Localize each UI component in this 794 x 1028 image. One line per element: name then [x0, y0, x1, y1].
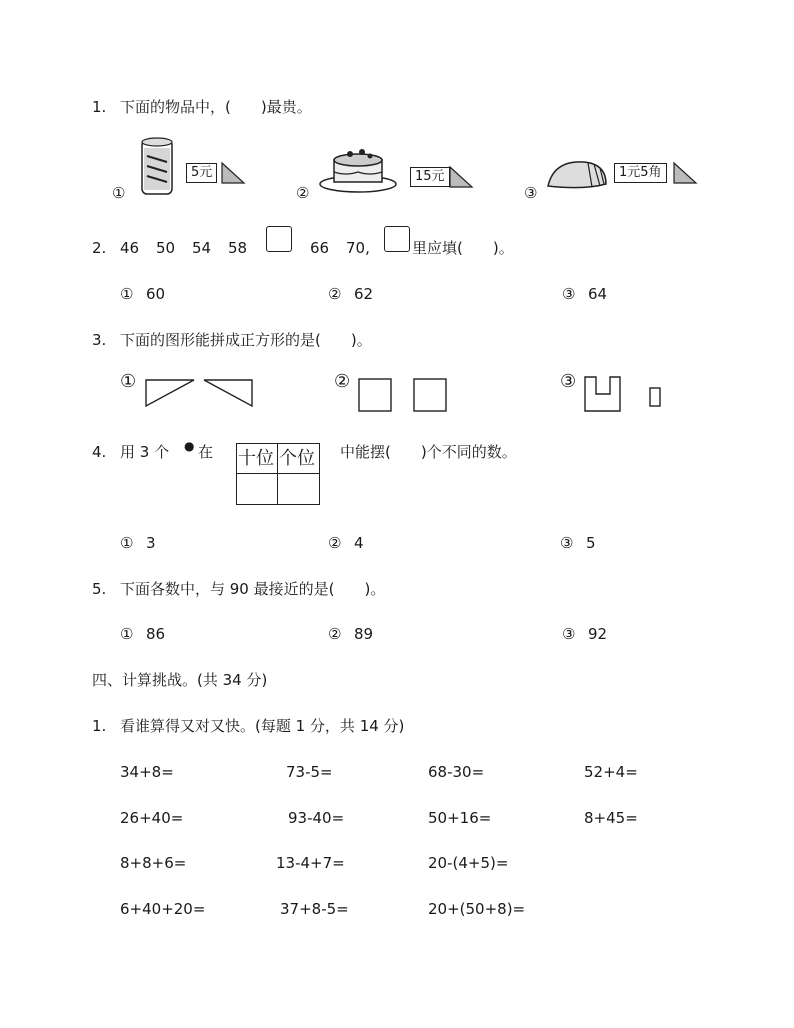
- q1-stem: 下面的物品中，( )最贵。: [120, 98, 312, 116]
- q2-seq-4: 58: [228, 239, 248, 257]
- q5-option-3-marker[interactable]: ③: [562, 625, 576, 643]
- q2-seq-5: 66: [310, 239, 330, 257]
- q3-number: 3.: [92, 331, 107, 349]
- q4-post: 中能摆( )个不同的数。: [340, 443, 517, 461]
- q1-price-tag-2: 15元: [410, 167, 450, 187]
- cake-icon: [318, 146, 400, 194]
- q4-mid: 在: [198, 443, 214, 461]
- calc-3-1[interactable]: 8+8+6=: [120, 854, 187, 872]
- q2-option-3-marker[interactable]: ③: [562, 285, 576, 303]
- q1-price-tag-1: 5元: [186, 163, 217, 183]
- calc-2-3[interactable]: 50+16=: [428, 809, 492, 827]
- q4-option-2-marker[interactable]: ②: [328, 534, 342, 552]
- s4-q1-number: 1.: [92, 717, 107, 735]
- q2-tail: 里应填( )。: [412, 239, 514, 257]
- q5-option-3-value: 92: [588, 625, 608, 643]
- q5-number: 5.: [92, 580, 107, 598]
- q2-option-2-value: 62: [354, 285, 374, 303]
- q1-price-tag-3: 1元5角: [614, 163, 667, 183]
- q4-option-3-marker[interactable]: ③: [560, 534, 574, 552]
- calc-4-3[interactable]: 20+(50+8)=: [428, 900, 526, 918]
- q1-option-3-marker[interactable]: ③: [524, 184, 538, 202]
- calc-1-3[interactable]: 68-30=: [428, 763, 485, 781]
- q2-blank-box[interactable]: [266, 226, 292, 252]
- grid-header-tens: 十位: [238, 448, 274, 469]
- q2-option-1-value: 60: [146, 285, 166, 303]
- q1-option-2-marker[interactable]: ②: [296, 184, 310, 202]
- q2-seq-6: 70,: [346, 239, 370, 257]
- price-tag-tail-icon: [674, 163, 696, 183]
- q5-stem: 下面各数中，与 90 最接近的是( )。: [120, 580, 386, 598]
- grid-header-ones: 个位: [279, 448, 315, 469]
- q2-seq-3: 54: [192, 239, 212, 257]
- q3-shape-triangles: [144, 378, 254, 410]
- bread-icon: [544, 156, 610, 192]
- q4-option-3-value: 5: [586, 534, 596, 552]
- q2-option-1-marker[interactable]: ①: [120, 285, 134, 303]
- q1-option-1-marker[interactable]: ①: [112, 184, 126, 202]
- q4-option-1-marker[interactable]: ①: [120, 534, 134, 552]
- q2-blank-box-ref: [384, 226, 410, 252]
- calc-2-2[interactable]: 93-40=: [288, 809, 345, 827]
- soda-can-icon: [138, 136, 178, 198]
- q4-option-2-value: 4: [354, 534, 364, 552]
- s4-q1-stem: 看谁算得又对又快。(每题 1 分，共 14 分): [120, 717, 405, 735]
- calc-4-1[interactable]: 6+40+20=: [120, 900, 206, 918]
- q3-option-2-marker[interactable]: ②: [334, 371, 351, 392]
- calc-1-1[interactable]: 34+8=: [120, 763, 174, 781]
- bead-dot-icon: ●: [184, 439, 195, 453]
- place-value-grid: [236, 443, 320, 505]
- q3-option-1-marker[interactable]: ①: [120, 371, 137, 392]
- calc-2-1[interactable]: 26+40=: [120, 809, 184, 827]
- price-tag-tail-icon: [450, 167, 472, 187]
- section-4-title: 四、计算挑战。(共 34 分): [92, 671, 268, 689]
- q4-option-1-value: 3: [146, 534, 156, 552]
- q3-option-3-marker[interactable]: ③: [560, 371, 577, 392]
- q4-pre: 用 3 个: [120, 443, 170, 461]
- calc-3-2[interactable]: 13-4+7=: [276, 854, 345, 872]
- calc-1-2[interactable]: 73-5=: [286, 763, 333, 781]
- q4-number: 4.: [92, 443, 107, 461]
- q3-shape-squares: [358, 378, 448, 412]
- calc-3-3[interactable]: 20-(4+5)=: [428, 854, 509, 872]
- calc-2-4[interactable]: 8+45=: [584, 809, 638, 827]
- q3-stem: 下面的图形能拼成正方形的是( )。: [120, 331, 372, 349]
- q2-seq-1: 46: [120, 239, 140, 257]
- q5-option-1-value: 86: [146, 625, 166, 643]
- q2-option-3-value: 64: [588, 285, 608, 303]
- q2-number: 2.: [92, 239, 107, 257]
- q1-number: 1.: [92, 98, 107, 116]
- q5-option-1-marker[interactable]: ①: [120, 625, 134, 643]
- q3-shape-notched: [584, 376, 664, 412]
- price-tag-tail-icon: [222, 163, 244, 183]
- q5-option-2-value: 89: [354, 625, 374, 643]
- q2-option-2-marker[interactable]: ②: [328, 285, 342, 303]
- q2-seq-2: 50: [156, 239, 176, 257]
- calc-1-4[interactable]: 52+4=: [584, 763, 638, 781]
- q5-option-2-marker[interactable]: ②: [328, 625, 342, 643]
- calc-4-2[interactable]: 37+8-5=: [280, 900, 349, 918]
